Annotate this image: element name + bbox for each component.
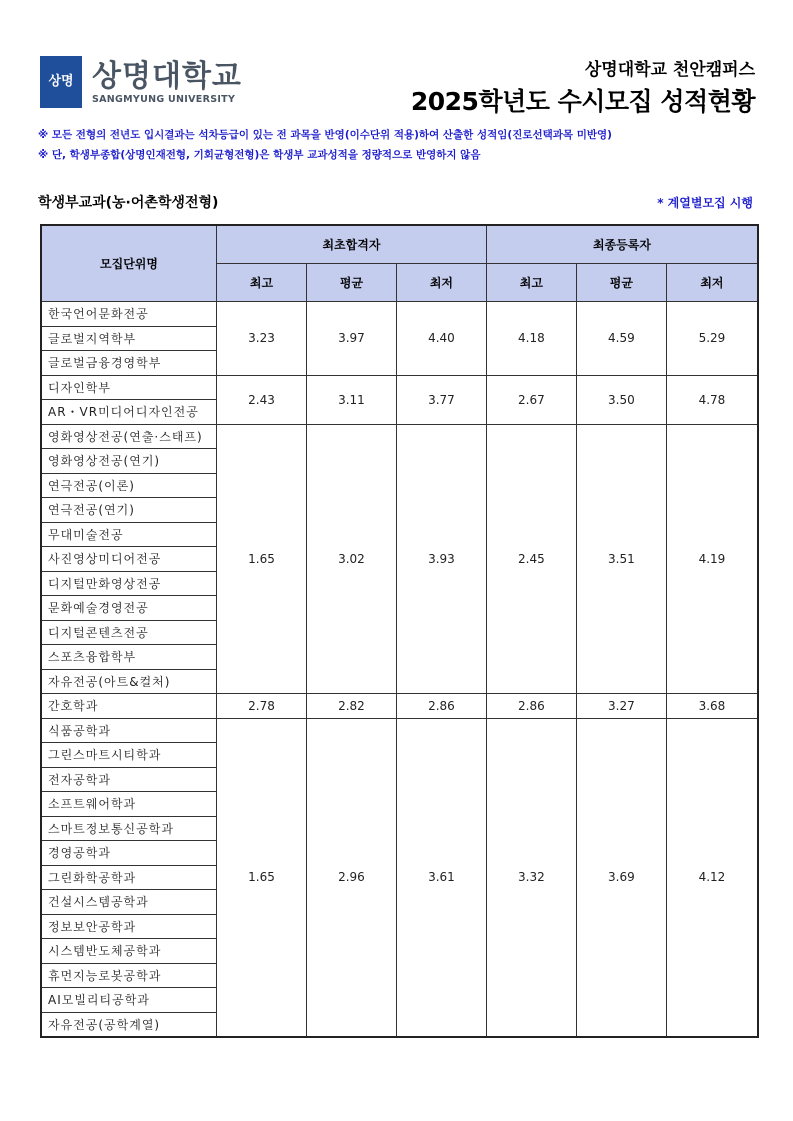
unit-name: 식품공학과 <box>41 718 217 743</box>
unit-name: 영화영상전공(연기) <box>41 449 217 474</box>
score-cell: 3.27 <box>576 694 666 719</box>
logo-mark <box>40 56 82 108</box>
unit-name: 디지털콘텐츠전공 <box>41 620 217 645</box>
score-cell: 3.11 <box>306 375 396 424</box>
unit-header: 모집단위명 <box>41 225 217 302</box>
table-row <box>41 424 758 449</box>
unit-name: 시스템반도체공학과 <box>41 939 217 964</box>
unit-name: 정보보안공학과 <box>41 914 217 939</box>
university-logo <box>40 56 242 108</box>
logo-name-en: SANGMYUNG UNIVERSITY <box>92 93 236 105</box>
unit-name: 건설시스템공학과 <box>41 890 217 915</box>
score-cell: 3.23 <box>217 302 307 376</box>
unit-name: 간호학과 <box>41 694 217 719</box>
group-header-initial: 최초합격자 <box>217 225 487 264</box>
score-cell: 2.82 <box>306 694 396 719</box>
unit-name: 스마트정보통신공학과 <box>41 816 217 841</box>
note-1: ※ 모든 전형의 전년도 입시결과는 석차등급이 있는 전 과목을 반영(이수단위 적용)하여 산출한 성적임(진로선택과목 미반영) <box>38 129 612 141</box>
score-cell: 3.69 <box>576 718 666 1037</box>
score-cell: 4.40 <box>396 302 486 376</box>
score-cell: 3.68 <box>666 694 758 719</box>
unit-name: 그린스마트시티학과 <box>41 743 217 768</box>
logo-name-ko: 상명대학교 <box>92 58 242 94</box>
note-2: ※ 단, 학생부종합(상명인재전형, 기회균형전형)은 학생부 교과성적을 정량적으로 반영하지 않음 <box>38 149 481 161</box>
unit-name: 한국언어문화전공 <box>41 302 217 327</box>
unit-name: AI모빌리티공학과 <box>41 988 217 1013</box>
unit-name: 무대미술전공 <box>41 522 217 547</box>
page-title: 2025학년도 수시모집 성적현황 <box>410 87 755 116</box>
table-row <box>41 302 758 327</box>
score-cell: 2.78 <box>217 694 307 719</box>
score-cell: 2.67 <box>486 375 576 424</box>
score-cell: 4.19 <box>666 424 758 694</box>
unit-name: 그린화학공학과 <box>41 865 217 890</box>
unit-name: 사진영상미디어전공 <box>41 547 217 572</box>
score-cell: 2.43 <box>217 375 307 424</box>
score-cell: 2.96 <box>306 718 396 1037</box>
score-cell: 2.45 <box>486 424 576 694</box>
table-row <box>41 375 758 400</box>
score-cell: 3.51 <box>576 424 666 694</box>
results-table <box>40 224 759 1038</box>
unit-name: 스포츠융합학부 <box>41 645 217 670</box>
score-cell: 1.65 <box>217 424 307 694</box>
sub-header: 평균 <box>576 264 666 302</box>
unit-name: 디지털만화영상전공 <box>41 571 217 596</box>
table-row <box>41 694 758 719</box>
score-cell: 3.93 <box>396 424 486 694</box>
unit-name: 글로벌지역학부 <box>41 326 217 351</box>
unit-name: 연극전공(이론) <box>41 473 217 498</box>
score-cell: 1.65 <box>217 718 307 1037</box>
unit-name: 문화예술경영전공 <box>41 596 217 621</box>
sub-header: 최고 <box>217 264 307 302</box>
unit-name: 연극전공(연기) <box>41 498 217 523</box>
unit-name: 영화영상전공(연출·스태프) <box>41 424 217 449</box>
unit-name: 글로벌금융경영학부 <box>41 351 217 376</box>
unit-name: 소프트웨어학과 <box>41 792 217 817</box>
unit-name: 디자인학부 <box>41 375 217 400</box>
score-cell: 5.29 <box>666 302 758 376</box>
score-cell: 2.86 <box>396 694 486 719</box>
sub-header: 최고 <box>486 264 576 302</box>
section-remark: * 계열별모집 시행 <box>657 196 753 210</box>
section-title: 학생부교과(농·어촌학생전형) <box>38 195 219 211</box>
score-cell: 3.61 <box>396 718 486 1037</box>
score-cell: 3.32 <box>486 718 576 1037</box>
unit-name: AR・VR미디어디자인전공 <box>41 400 217 425</box>
sub-header: 평균 <box>306 264 396 302</box>
score-cell: 3.02 <box>306 424 396 694</box>
score-cell: 4.59 <box>576 302 666 376</box>
table-row <box>41 718 758 743</box>
unit-name: 휴먼지능로봇공학과 <box>41 963 217 988</box>
sub-header: 최저 <box>396 264 486 302</box>
unit-name: 경영공학과 <box>41 841 217 866</box>
unit-name: 자유전공(공학계열) <box>41 1012 217 1037</box>
campus-name: 상명대학교 천안캠퍼스 <box>584 60 755 80</box>
logo-mark-text: 상명 <box>48 74 74 89</box>
group-header-final: 최종등록자 <box>486 225 758 264</box>
unit-name: 자유전공(아트&컬처) <box>41 669 217 694</box>
unit-name: 전자공학과 <box>41 767 217 792</box>
score-cell: 4.18 <box>486 302 576 376</box>
sub-header: 최저 <box>666 264 758 302</box>
score-cell: 3.97 <box>306 302 396 376</box>
score-cell: 4.78 <box>666 375 758 424</box>
score-cell: 3.77 <box>396 375 486 424</box>
score-cell: 4.12 <box>666 718 758 1037</box>
score-cell: 3.50 <box>576 375 666 424</box>
score-cell: 2.86 <box>486 694 576 719</box>
